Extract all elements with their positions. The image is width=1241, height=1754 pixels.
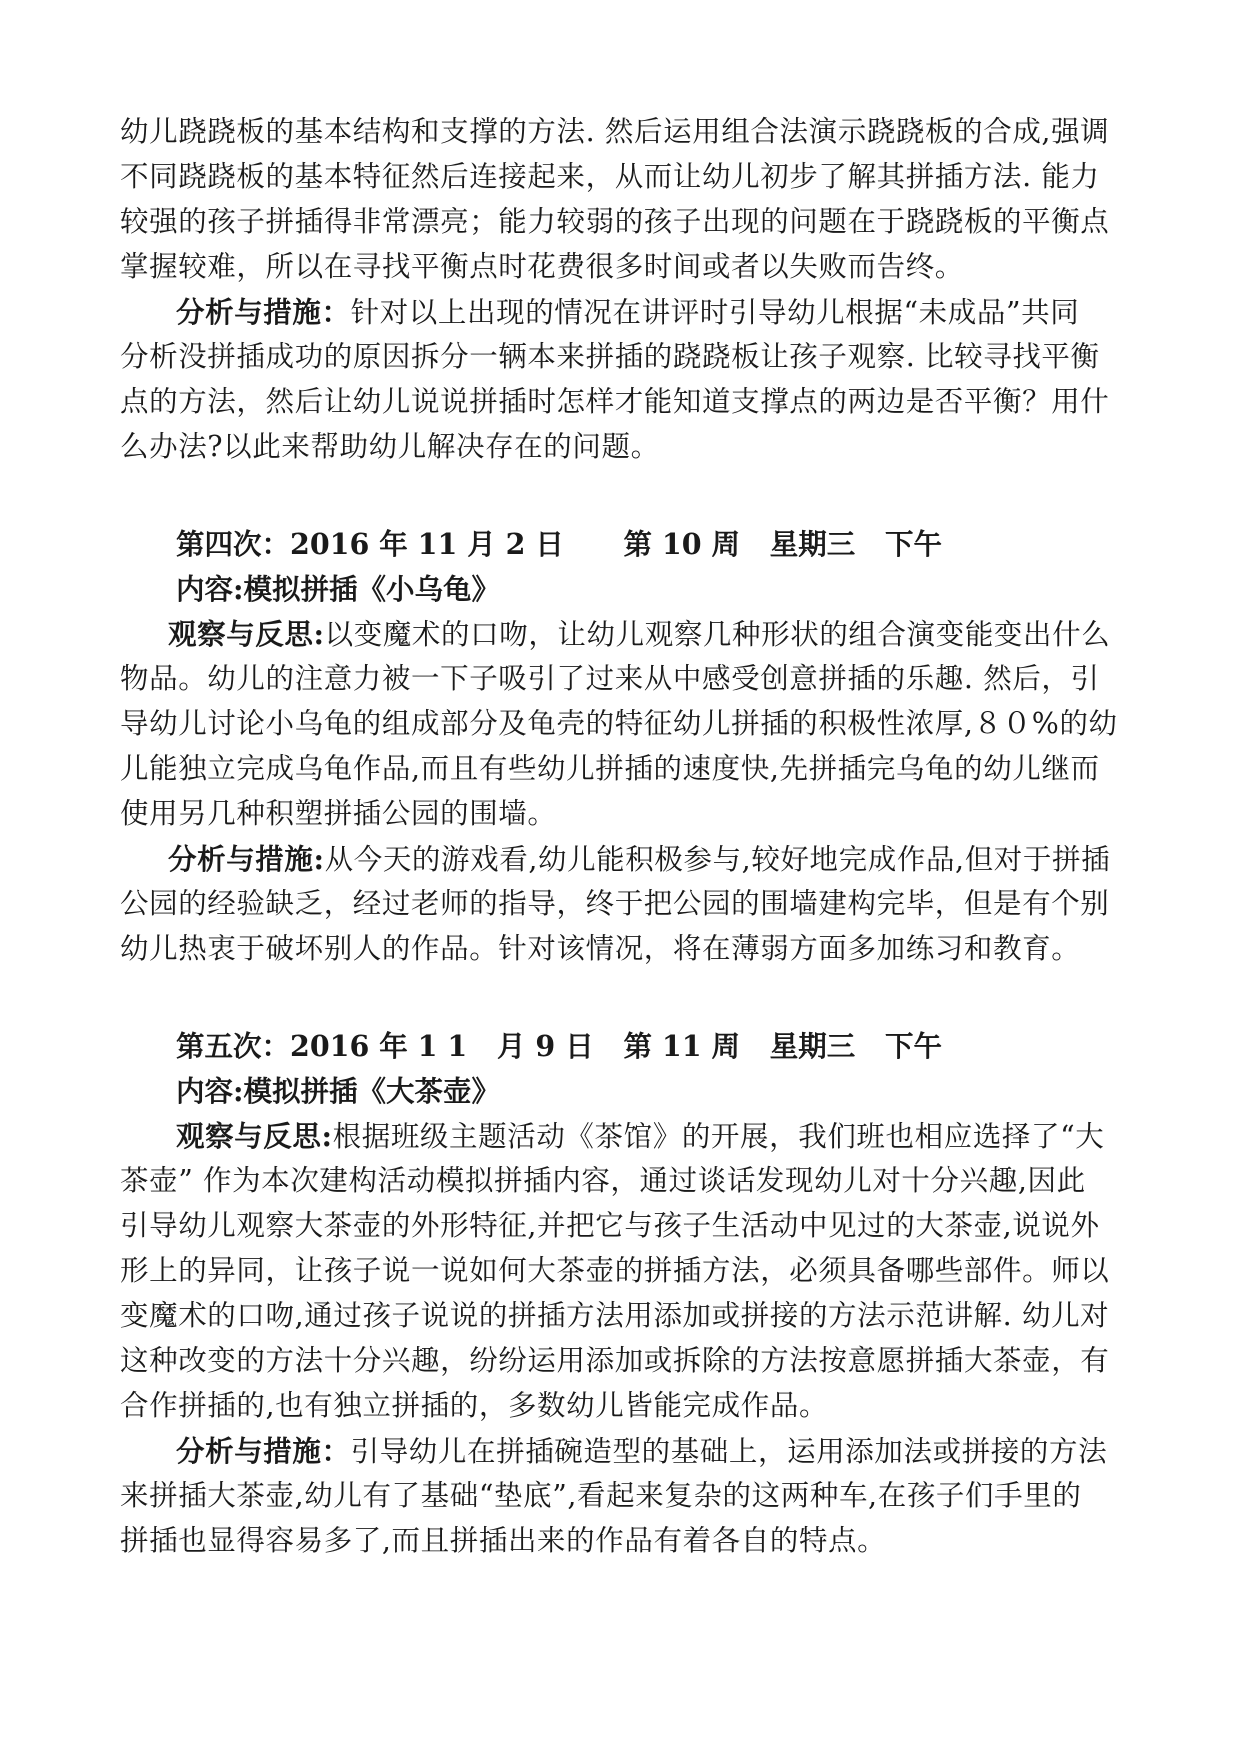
paragraph-line: 么办法?以此来帮助幼儿解决存在的问题。	[120, 430, 660, 463]
observation-text: 以变魔术的口吻，让幼儿观察几种形状的组合演变能变出什么	[324, 618, 1111, 651]
analysis-text: 针对以上出现的情况在讲评时引导幼儿根据“未成品”共同	[350, 296, 1080, 329]
paragraph-line: 不同跷跷板的基本特征然后连接起来，从而让幼儿初步了解其拼插方法. 能力	[120, 160, 1100, 193]
paragraph-line: 形上的异同，让孩子说一说如何大茶壶的拼插方法，必须具备哪些部件。师以	[120, 1254, 1110, 1287]
paragraph-line: 拼插也显得容易多了,而且拼插出来的作品有着各自的特点。	[120, 1524, 887, 1557]
paragraph-line: 公园的经验缺乏，经过老师的指导，终于把公园的围墙建构完毕，但是有个别	[120, 887, 1110, 920]
observation-label: 观察与反思:	[176, 1119, 333, 1153]
analysis-text: 从今天的游戏看,幼儿能积极参与,较好地完成作品,但对于拼插	[324, 843, 1111, 876]
session-content-title: 内容:模拟拼插《小乌龟》	[176, 572, 501, 606]
paragraph-line: 掌握较难，所以在寻找平衡点时花费很多时间或者以失败而告终。	[120, 250, 964, 283]
analysis-paragraph-first-line	[176, 290, 1120, 334]
paragraph-line: 导幼儿讨论小乌龟的组成部分及龟壳的特征幼儿拼插的积极性浓厚,８０%的幼	[120, 707, 1118, 740]
paragraph-line: 茶壶” 作为本次建构活动模拟拼插内容，通过谈话发现幼儿对十分兴趣,因此	[120, 1164, 1086, 1197]
analysis-paragraph-first-line	[168, 837, 1120, 881]
analysis-label: 分析与措施:	[168, 842, 325, 876]
observation-label: 观察与反思:	[168, 617, 325, 651]
paragraph-line: 来拼插大茶壶,幼儿有了基础“垫底”,看起来复杂的这两种车,在孩子们手里的	[120, 1479, 1082, 1512]
paragraph-line: 引导幼儿观察大茶壶的外形特征,并把它与孩子生活动中见过的大茶壶,说说外	[120, 1209, 1100, 1242]
analysis-text: 引导幼儿在拼插碗造型的基础上，运用添加法或拼接的方法	[350, 1435, 1108, 1468]
session-heading: 第四次：2016 年 11 月 2 日 第 10 周 星期三 下午	[176, 527, 942, 561]
paragraph-line: 分析没拼插成功的原因拆分一辆本来拼插的跷跷板让孩子观察. 比较寻找平衡	[120, 340, 1100, 373]
observation-paragraph-first-line	[176, 1114, 1120, 1158]
paragraph-line: 变魔术的口吻,通过孩子说说的拼插方法用添加或拼接的方法示范讲解. 幼儿对	[120, 1299, 1110, 1332]
paragraph-line: 较强的孩子拼插得非常漂亮；能力较弱的孩子出现的问题在于跷跷板的平衡点	[120, 205, 1110, 238]
analysis-label: 分析与措施：	[176, 1434, 351, 1468]
analysis-label: 分析与措施：	[176, 295, 351, 329]
session-content-title: 内容:模拟拼插《大茶壶》	[176, 1074, 501, 1108]
paragraph-line: 物品。幼儿的注意力被一下子吸引了过来从中感受创意拼插的乐趣. 然后，引	[120, 662, 1100, 695]
session-heading: 第五次：2016 年 1 1 月 9 日 第 11 周 星期三 下午	[176, 1029, 942, 1063]
paragraph-line: 合作拼插的,也有独立拼插的，多数幼儿皆能完成作品。	[120, 1389, 829, 1422]
observation-text: 根据班级主题活动《茶馆》的开展，我们班也相应选择了“大	[332, 1120, 1105, 1153]
observation-paragraph-first-line	[168, 612, 1120, 656]
analysis-paragraph-first-line	[176, 1429, 1120, 1473]
paragraph-line: 幼儿热衷于破坏别人的作品。针对该情况，将在薄弱方面多加练习和教育。	[120, 932, 1081, 965]
paragraph-line: 使用另几种积塑拼插公园的围墙。	[120, 797, 557, 830]
paragraph-line: 点的方法，然后让幼儿说说拼插时怎样才能知道支撑点的两边是否平衡？用什	[120, 385, 1110, 418]
paragraph-line: 幼儿跷跷板的基本结构和支撑的方法. 然后运用组合法演示跷跷板的合成,强调	[120, 115, 1110, 148]
paragraph-line: 儿能独立完成乌龟作品,而且有些幼儿拼插的速度快,先拼插完乌龟的幼儿继而	[120, 752, 1100, 785]
paragraph-line: 这种改变的方法十分兴趣，纷纷运用添加或拆除的方法按意愿拼插大茶壶，有	[120, 1344, 1110, 1377]
